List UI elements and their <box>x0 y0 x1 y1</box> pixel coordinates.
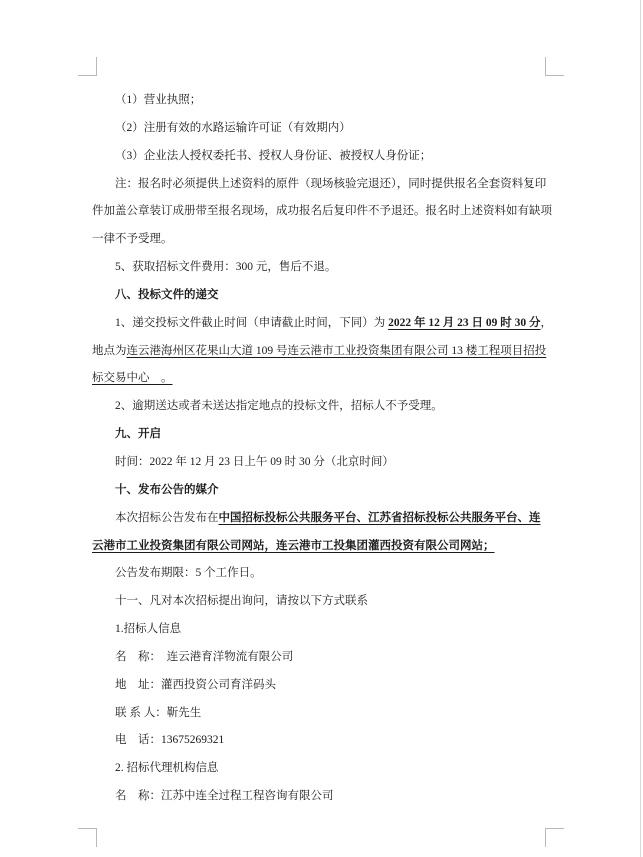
body-text: 联 系 人：靳先生 <box>115 706 202 719</box>
text-line-19 <box>92 588 554 616</box>
text-line-20 <box>92 616 554 644</box>
text-line-7 <box>92 254 554 282</box>
text-line-15 <box>92 477 554 505</box>
text-line-2 <box>92 115 554 143</box>
margin-mark-bottom-right <box>545 828 564 847</box>
body-text: 地点为 <box>92 344 127 357</box>
text-line-3 <box>92 143 554 171</box>
text-line-24 <box>92 727 554 755</box>
emphasized-text: 2022 年 12 月 23 日 09 时 30 分 <box>388 316 541 329</box>
body-text: 1.招标人信息 <box>115 623 182 636</box>
text-line-5 <box>92 198 554 226</box>
emphasized-text: 云港市工业投资集团有限公司网站，连云港市工投集团灌西投资有限公司网站； <box>92 539 495 552</box>
margin-mark-top-left <box>78 57 97 76</box>
body-text: 5、获取招标文件费用：300 元，售后不退。 <box>115 261 337 274</box>
page-right-edge-line <box>640 0 641 857</box>
document-text <box>92 87 554 811</box>
body-text: 电 话：13675269321 <box>115 734 225 747</box>
emphasized-text: 标交易中心 。 <box>92 372 173 385</box>
text-line-17 <box>92 533 554 561</box>
body-text: 地 址：灌西投资公司育洋码头 <box>115 678 276 691</box>
text-line-11 <box>92 365 554 393</box>
margin-mark-bottom-left <box>78 828 97 847</box>
text-line-16 <box>92 505 554 533</box>
body-text: （2）注册有效的水路运输许可证（有效期内） <box>115 121 351 134</box>
body-text: （1）营业执照； <box>115 94 202 106</box>
body-text: 公告发布期限：5 个工作日。 <box>115 567 262 580</box>
text-line-21 <box>92 644 554 672</box>
body-text: 2、逾期送达或者未送达指定地点的投标文件，招标人不予受理。 <box>115 400 443 413</box>
emphasized-text: 八、投标文件的递交 <box>115 288 219 301</box>
text-line-6 <box>92 226 554 254</box>
text-line-12 <box>92 393 554 421</box>
body-text: 时间：2022 年 12 月 23 日上午 09 时 30 分（北京时间） <box>115 455 394 468</box>
text-line-23 <box>92 700 554 728</box>
text-line-1 <box>92 87 554 115</box>
body-text: 2. 招标代理机构信息 <box>115 762 219 775</box>
text-line-8 <box>92 282 554 310</box>
body-text: 件加盖公章装订成册带至报名现场，成功报名后复印件不予退还。报名时上述资料如有缺项 <box>92 205 552 218</box>
emphasized-text: 连云港海州区花果山大道 109 号连云港市工业投资集团有限公司 13 楼工程项目招投 <box>126 344 547 357</box>
body-text: 十一、凡对本次招标提出询问，请按以下方式联系 <box>115 595 368 608</box>
body-text: 本次招标公告发布在 <box>115 511 219 524</box>
body-text: 名 称： 连云港育洋物流有限公司 <box>115 650 294 663</box>
body-text: 注：报名时必须提供上述资料的原件（现场核验完退还），同时提供报名全套资料复印 <box>115 177 547 190</box>
body-text: 一律不予受理。 <box>92 233 173 246</box>
body-text: 名 称：江苏中连全过程工程咨询有限公司 <box>115 790 334 803</box>
text-line-13 <box>92 421 554 449</box>
text-line-14 <box>92 449 554 477</box>
text-line-26 <box>92 783 554 811</box>
body-text: ， <box>540 316 552 329</box>
emphasized-text: 十、发布公告的媒介 <box>115 483 219 496</box>
emphasized-text: 中国招标投标公共服务平台、江苏省招标投标公共服务平台、连 <box>218 511 541 524</box>
text-line-10 <box>92 338 554 366</box>
emphasized-text: 九、开启 <box>115 428 161 441</box>
margin-mark-top-right <box>545 57 564 76</box>
text-line-18 <box>92 560 554 588</box>
text-line-22 <box>92 672 554 700</box>
body-text: 1、递交投标文件截止时间（申请截止时间，下同）为 <box>115 316 389 329</box>
text-line-25 <box>92 755 554 783</box>
body-text: （3）企业法人授权委托书、授权人身份证、被授权人身份证； <box>115 149 432 162</box>
text-line-4 <box>92 171 554 199</box>
text-line-9 <box>92 310 554 338</box>
